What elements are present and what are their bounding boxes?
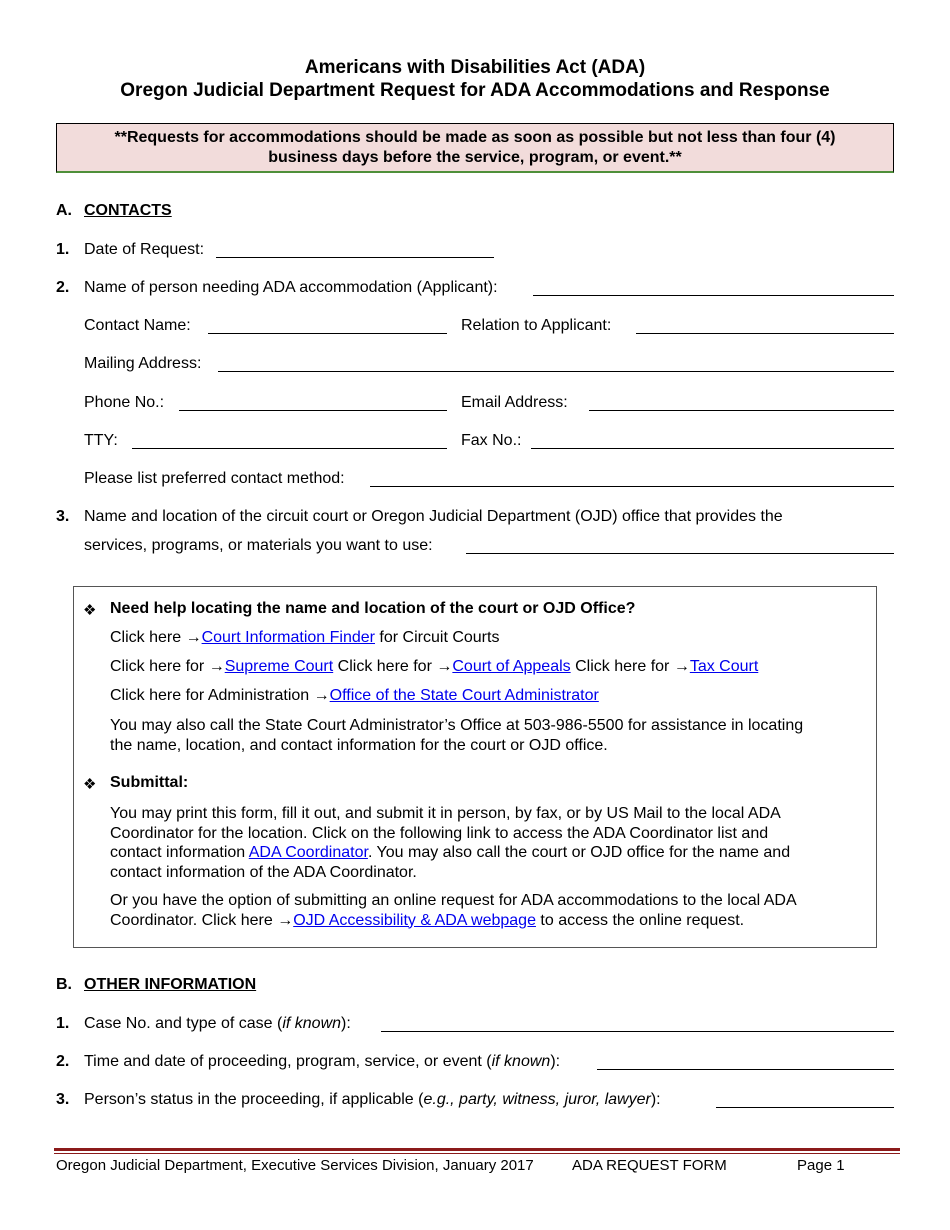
contact-name-label: Contact Name: [84,317,191,334]
item-a2-number: 2. [56,279,70,296]
mailing-address-field[interactable] [218,371,894,372]
arrow-icon: → [436,658,453,675]
notice-box [56,123,894,173]
arrow-icon: → [313,687,330,704]
mailing-address-label: Mailing Address: [84,355,202,372]
submit-line-2: Coordinator for the location. Click on the following link to access the ADA Coordinator list and [110,824,769,842]
date-of-request-label: Date of Request: [84,241,205,258]
tax-court-link[interactable]: Tax Court [689,658,759,675]
submittal-heading: Submittal: [110,774,189,791]
submittal-paragraph [110,804,866,882]
court-of-appeals-link[interactable]: Court of Appeals [452,658,571,675]
footer-page-number: Page 1 [797,1157,845,1174]
fax-label: Fax No.: [461,432,522,449]
tty-label: TTY: [84,432,118,449]
contact-name-field[interactable] [208,333,447,334]
court-info-finder-line [110,629,499,647]
help-heading: Need help locating the name and location of the court or OJD Office? [110,600,636,617]
email-label: Email Address: [461,394,568,411]
person-status-field[interactable] [716,1107,894,1108]
footer-rule-thick [54,1148,900,1151]
footer-center: ADA REQUEST FORM [572,1157,727,1174]
ojd-accessibility-link[interactable]: OJD Accessibility & ADA webpage [293,911,536,929]
circuit-courts-text: for Circuit Courts [374,629,500,646]
notice-line-2: business days before the service, program, or event.** [268,149,682,166]
online-text-2b: to access the online request. [535,911,745,929]
applicant-name-label: Name of person needing ADA accommodation (Applicant): [84,279,498,296]
call-paragraph [110,716,866,755]
case-no-field[interactable] [381,1031,894,1032]
call-text-line-2: the name, location, and contact information for the court or OJD office. [110,736,608,754]
item-b3-number: 3. [56,1091,70,1108]
proceeding-time-text: Time and date of proceeding, program, service, or event ( [84,1053,492,1070]
item-b1-number: 1. [56,1015,70,1032]
case-no-italic: if known [282,1015,342,1032]
online-text-2a: Coordinator. Click here [110,911,278,929]
submit-text-3b: . You may also call the court or OJD office for the name and [367,844,791,861]
arrow-icon: → [185,629,202,646]
item-a3-number: 3. [56,508,70,525]
click-here-for-text: Click here for [110,658,209,675]
submit-line-1: You may print this form, fill it out, and submit it in person, by fax, or by US Mail to the local ADA [110,805,781,822]
page-title: Americans with Disabilities Act (ADA) [304,57,646,78]
proceeding-time-close: ): [550,1053,561,1070]
osca-link[interactable]: Office of the State Court Administrator [329,687,599,704]
section-b-letter: B. [56,976,72,993]
applicant-name-field[interactable] [533,295,894,296]
item-b2-number: 2. [56,1053,70,1070]
fax-field[interactable] [531,448,894,449]
date-of-request-field[interactable] [216,257,494,258]
email-field[interactable] [589,410,894,411]
footer-rule-thin [54,1153,900,1154]
relation-label: Relation to Applicant: [461,317,612,334]
online-paragraph [110,891,866,930]
proceeding-time-italic: if known [491,1053,551,1070]
footer-left: Oregon Judicial Department, Executive Services Division, January 2017 [56,1157,534,1174]
case-no-label [84,1015,351,1033]
preferred-contact-label: Please list preferred contact method: [84,470,345,487]
submit-line-3 [110,843,866,863]
section-b-title: OTHER INFORMATION [84,976,257,993]
online-line-2 [110,911,866,931]
arrow-icon: → [208,658,225,675]
click-here-admin-text: Click here for Administration [110,687,314,704]
supreme-court-link[interactable]: Supreme Court [224,658,334,675]
phone-field[interactable] [179,410,447,411]
submit-line-4: contact information of the ADA Coordinator. [110,863,417,881]
page-subtitle: Oregon Judicial Department Request for ADA Accommodations and Response [120,80,830,101]
tty-field[interactable] [132,448,447,449]
person-status-text: Person’s status in the proceeding, if applicable ( [84,1091,424,1108]
section-a-title: CONTACTS [84,202,172,219]
person-status-label [84,1091,661,1109]
court-info-finder-link[interactable]: Court Information Finder [201,629,375,646]
notice-line-1: **Requests for accommodations should be made as soon as possible but not less than four (4) [114,129,836,146]
submit-text-3a: contact information [110,844,249,861]
preferred-contact-field[interactable] [370,486,894,487]
arrow-icon: → [673,658,690,675]
administration-line [110,687,599,705]
call-text-line-1: You may also call the State Court Administrator’s Office at 503-986-5500 for assistance in locating [110,717,804,734]
item-a1-number: 1. [56,241,70,258]
click-here-for-text: Click here for [575,658,674,675]
section-a-letter: A. [56,202,72,219]
proceeding-time-label [84,1053,560,1071]
proceeding-time-field[interactable] [597,1069,894,1070]
ada-coordinator-link[interactable]: ADA Coordinator [248,844,368,861]
arrow-icon: → [277,911,294,929]
court-links-line [110,658,758,676]
case-no-close: ): [341,1015,351,1032]
case-no-text: Case No. and type of case ( [84,1015,283,1032]
court-location-label-2: services, programs, or materials you want to use: [84,537,433,554]
person-status-close: ): [650,1091,661,1108]
court-location-label-1: Name and location of the circuit court or Oregon Judicial Department (OJD) office that provides the [84,508,783,525]
click-here-text: Click here [110,629,186,646]
click-here-for-text: Click here for [337,658,437,675]
relation-field[interactable] [636,333,894,334]
diamond-bullet-icon: ❖ [83,776,97,793]
online-line-1: Or you have the option of submitting an online request for ADA accommodations to the local ADA [110,892,797,909]
person-status-italic: e.g., party, witness, juror, lawyer [423,1091,651,1108]
court-location-field[interactable] [466,553,894,554]
diamond-bullet-icon: ❖ [83,602,97,619]
phone-label: Phone No.: [84,394,165,411]
